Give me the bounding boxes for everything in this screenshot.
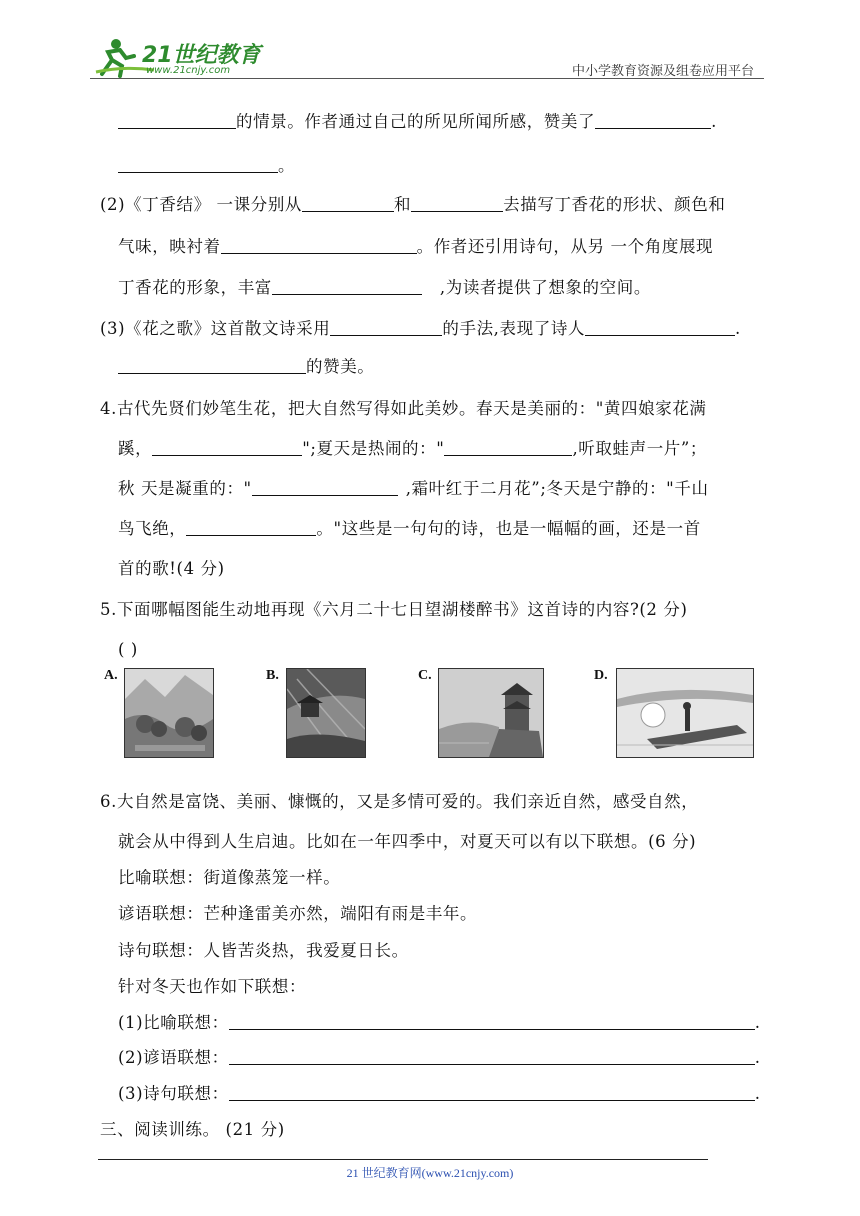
text-line: 首的歌!(4 分) xyxy=(118,559,225,578)
text: 秋 天是凝重的：" xyxy=(118,479,252,498)
logo-text: 21世纪教育 xyxy=(142,43,261,68)
question-4: 4.古代先贤们妙笔生花，把大自然写得如此美妙。春天是美丽的："黄四娘家花满 xyxy=(100,399,707,418)
answer-blank[interactable] xyxy=(595,110,711,129)
option-c-label: C. xyxy=(418,668,432,683)
text: 的赞美。 xyxy=(306,357,375,376)
text: (1)比喻联想： xyxy=(118,1013,229,1032)
answer-blank[interactable] xyxy=(186,517,316,536)
answer-blank[interactable] xyxy=(411,193,503,212)
text: (2)《丁香结》 一课分别从 xyxy=(100,195,303,214)
answer-blank[interactable] xyxy=(330,317,442,336)
footer-divider xyxy=(98,1159,708,1160)
option-a-label: A. xyxy=(104,668,118,683)
text: 和 xyxy=(394,195,412,214)
text-line xyxy=(118,355,374,379)
text-line: 诗句联想：人皆苦炎热，我爱夏日长。 xyxy=(118,941,409,960)
answer-blank[interactable] xyxy=(118,110,236,129)
option-b-storm-image[interactable] xyxy=(286,668,366,758)
text: ";夏天是热闹的：" xyxy=(302,439,445,458)
text-line xyxy=(118,1011,761,1035)
answer-blank[interactable] xyxy=(118,154,278,173)
text-line xyxy=(118,517,701,541)
text-line xyxy=(118,154,295,178)
answer-blank[interactable] xyxy=(585,317,735,336)
text: . xyxy=(754,1048,761,1067)
text-line xyxy=(100,193,725,217)
text: . xyxy=(735,319,741,338)
option-b-label: B. xyxy=(266,668,279,683)
logo-url: www.21cnjy.com xyxy=(146,65,231,76)
text-line xyxy=(118,276,651,300)
header-platform-text: 中小学教育资源及组卷应用平台 xyxy=(571,64,754,79)
answer-blank[interactable] xyxy=(272,276,422,295)
text-line: 就会从中得到人生启迪。比如在一年四季中，对夏天可以有以下联想。(6 分) xyxy=(118,832,697,851)
question-6: 6.大自然是富饶、美丽、慷慨的，又是多情可爱的。我们亲近自然，感受自然， xyxy=(100,792,699,811)
text: (3)诗句联想： xyxy=(118,1084,229,1103)
footer-text[interactable]: 21 世纪教育网(www.21cnjy.com) xyxy=(346,1166,514,1180)
text: . xyxy=(711,112,717,131)
answer-blank[interactable] xyxy=(252,477,398,496)
section-3-heading: 三、阅读训练。 (21 分) xyxy=(100,1120,285,1139)
text: 去描写丁香花的形状、颜色和 xyxy=(503,195,726,214)
text-line xyxy=(100,317,741,341)
question-5: 5.下面哪幅图能生动地再现《六月二十七日望湖楼醉书》这首诗的内容?(2 分) xyxy=(100,600,688,619)
text-line xyxy=(118,235,713,259)
text: 的情景。作者通过自己的所见所闻所感，赞美了 xyxy=(236,112,596,131)
text: (3)《花之歌》这首散文诗采用 xyxy=(100,319,331,338)
text: 蹊， xyxy=(118,439,153,458)
answer-blank[interactable] xyxy=(152,437,302,456)
answer-blank[interactable] xyxy=(229,1011,755,1030)
answer-blank[interactable] xyxy=(118,355,306,374)
text-line xyxy=(118,437,707,461)
text: (2)谚语联想： xyxy=(118,1048,229,1067)
option-a-landscape-image[interactable] xyxy=(124,668,214,758)
text: ,为读者提供了想象的空间。 xyxy=(439,278,651,297)
answer-blank[interactable] xyxy=(229,1082,755,1101)
text-line: 针对冬天也作如下联想： xyxy=(118,977,307,996)
text-line xyxy=(118,1082,761,1106)
option-d-boat-image[interactable] xyxy=(616,668,754,758)
answer-blank[interactable] xyxy=(302,193,394,212)
answer-parentheses[interactable]: ( ) xyxy=(118,640,138,659)
text: 丁香花的形象，丰富 xyxy=(118,278,272,297)
answer-blank[interactable] xyxy=(229,1046,755,1065)
option-c-tower-image[interactable] xyxy=(438,668,544,758)
site-logo xyxy=(94,36,264,80)
text: 鸟飞绝， xyxy=(118,519,187,538)
text-line: 谚语联想：芒种逢雷美亦然，端阳有雨是丰年。 xyxy=(118,904,478,923)
text: 的手法,表现了诗人 xyxy=(442,319,586,338)
text-line xyxy=(118,477,709,501)
text-line xyxy=(118,110,717,134)
text: 。 xyxy=(278,156,296,175)
option-d-label: D. xyxy=(594,668,608,683)
header-divider xyxy=(90,78,764,79)
text-line xyxy=(118,1046,761,1070)
text: 。"这些是一句句的诗，也是一幅幅的画，还是一首 xyxy=(316,519,701,538)
text-line: 比喻联想：街道像蒸笼一样。 xyxy=(118,868,341,887)
answer-blank[interactable] xyxy=(444,437,572,456)
text: ,霜叶红于二月花”;冬天是宁静的："千山 xyxy=(405,479,709,498)
text: . xyxy=(754,1084,761,1103)
text: ,听取蛙声一片”； xyxy=(572,439,708,458)
text: . xyxy=(754,1013,761,1032)
answer-blank[interactable] xyxy=(221,235,417,254)
text: 。作者还引用诗句，从另 一个角度展现 xyxy=(416,237,714,256)
text: 气味，映衬着 xyxy=(118,237,221,256)
